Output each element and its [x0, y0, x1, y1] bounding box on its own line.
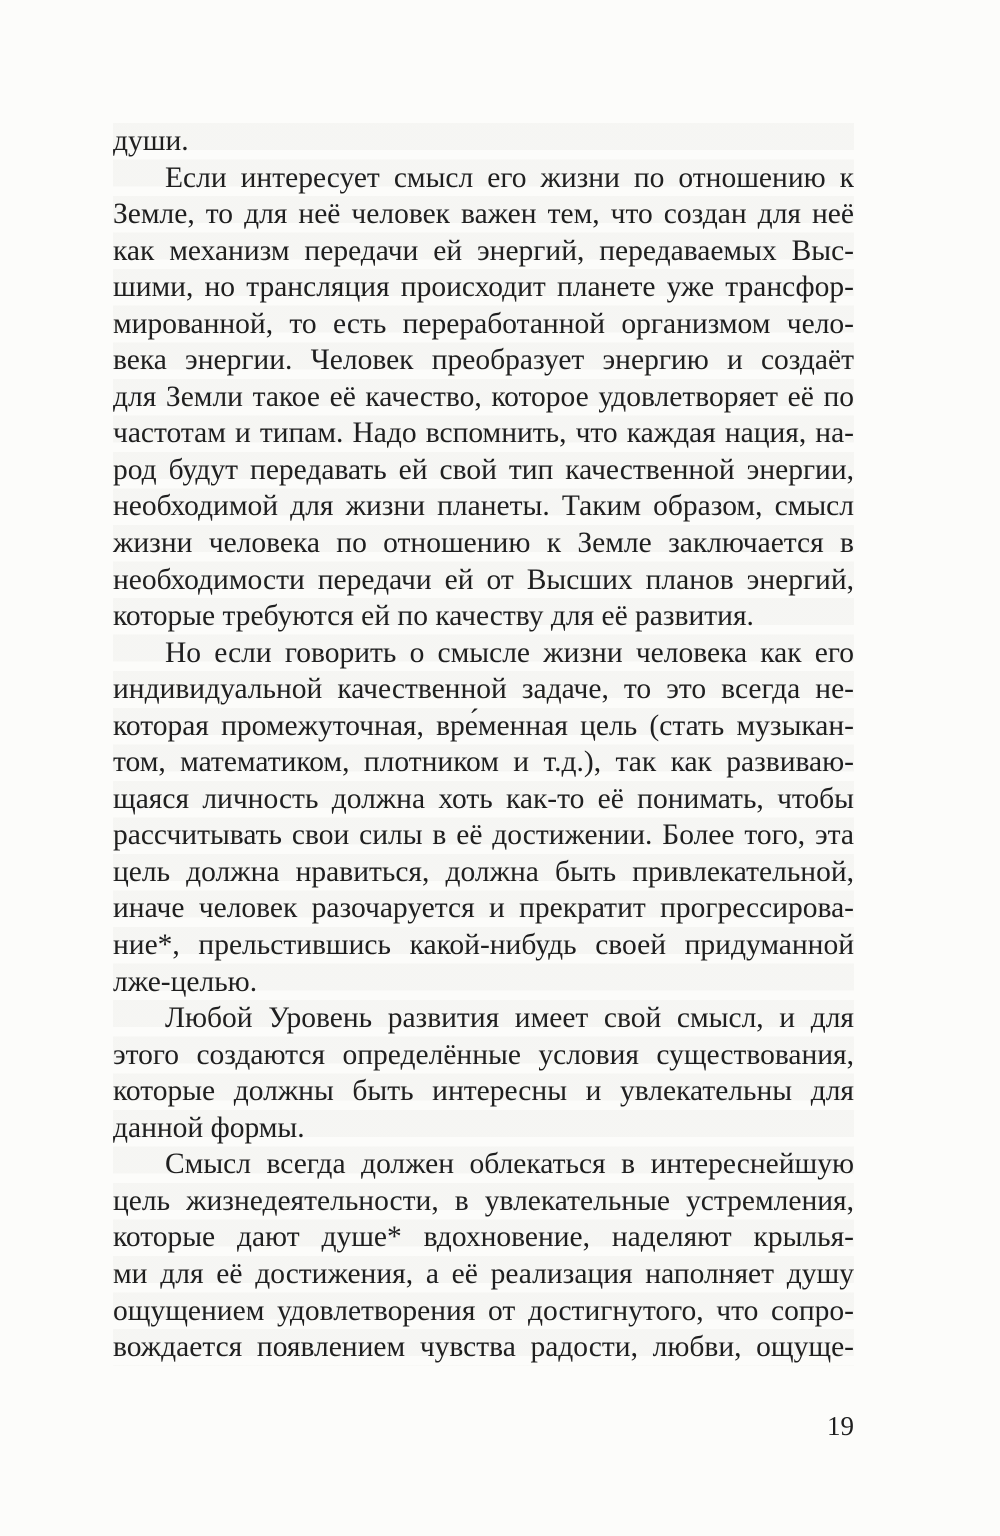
paragraph — [113, 123, 854, 160]
text-line: как механизм передачи ей энергий, передаваемых Выс- — [113, 234, 854, 267]
text-line: для Земли такое её качество, которое удовлетворяет её по — [113, 380, 854, 413]
text-line: ми для её достижения, а её реализация наполняет душу — [113, 1257, 854, 1290]
text-line: данной формы. — [113, 1111, 305, 1144]
text-line: частотам и типам. Надо вспомнить, что каждая нация, на- — [113, 417, 854, 450]
page-number: 19 — [827, 1411, 854, 1441]
text-line: Если интересует смысл его жизни по отношению к — [165, 161, 854, 194]
text-line: которые требуются ей по качеству для её развития. — [113, 600, 754, 633]
text-line: род будут передавать ей свой тип качественной энергии, — [113, 453, 854, 486]
text-line: индивидуальной качественной задаче, то это всегда не- — [113, 673, 854, 706]
text-line: щаяся личность должна хоть как-то её понимать, чтобы — [113, 782, 854, 815]
text-line: Но если говорить о смысле жизни человека как его — [165, 636, 854, 669]
text-line: Смысл всегда должен облекаться в интереснейшую — [165, 1148, 854, 1181]
text-line: этого создаются определённые условия существования, — [113, 1038, 854, 1071]
text-line: века энергии. Человек преобразует энергию и создаёт — [113, 344, 854, 377]
text-line: Земле, то для неё человек важен тем, что создан для неё — [113, 198, 854, 231]
text-line: ние*, прельстившись какой-нибудь своей придуманной — [113, 929, 854, 962]
text-line: необходимой для жизни планеты. Таким образом, смысл — [113, 490, 854, 523]
text-line: ощущением удовлетворения от достигнутого, что сопро- — [113, 1294, 854, 1327]
text-block — [113, 123, 854, 1366]
paragraph — [113, 160, 854, 635]
text-line: цель жизнедеятельности, в увлекательные устремления, — [113, 1184, 854, 1217]
text-line: иначе человек разочаруется и прекратит прогрессирова- — [113, 892, 854, 925]
text-line: Любой Уровень развития имеет свой смысл, и для — [165, 1002, 854, 1035]
text-line: жизни человека по отношению к Земле заключается в — [113, 527, 854, 560]
paragraph — [113, 1000, 854, 1146]
text-line: которые должны быть интересны и увлекательны для — [113, 1075, 854, 1108]
text-line: вождается появлением чувства радости, любви, ощуще- — [113, 1331, 854, 1364]
text-line: которые дают душе* вдохновение, наделяют крылья- — [113, 1221, 854, 1254]
text-line: души. — [113, 125, 189, 157]
text-line: рассчитывать свои силы в её достижении. Более того, эта — [113, 819, 854, 852]
paragraph — [113, 1146, 854, 1365]
text-line: цель должна нравиться, должна быть привлекательной, — [113, 855, 854, 888]
text-line: шими, но трансляция происходит планете уже трансфор- — [113, 271, 854, 304]
text-line: лже-целью. — [113, 965, 258, 998]
paragraph — [113, 635, 854, 1000]
text-line: которая промежуточная, вре́менная цель (стать музыкан- — [113, 709, 854, 742]
text-line: том, математиком, плотником и т.д.), так как развиваю- — [113, 746, 854, 779]
text-line: необходимости передачи ей от Высших планов энергий, — [113, 563, 854, 596]
text-line: мированной, то есть переработанной организмом чело- — [113, 307, 854, 340]
